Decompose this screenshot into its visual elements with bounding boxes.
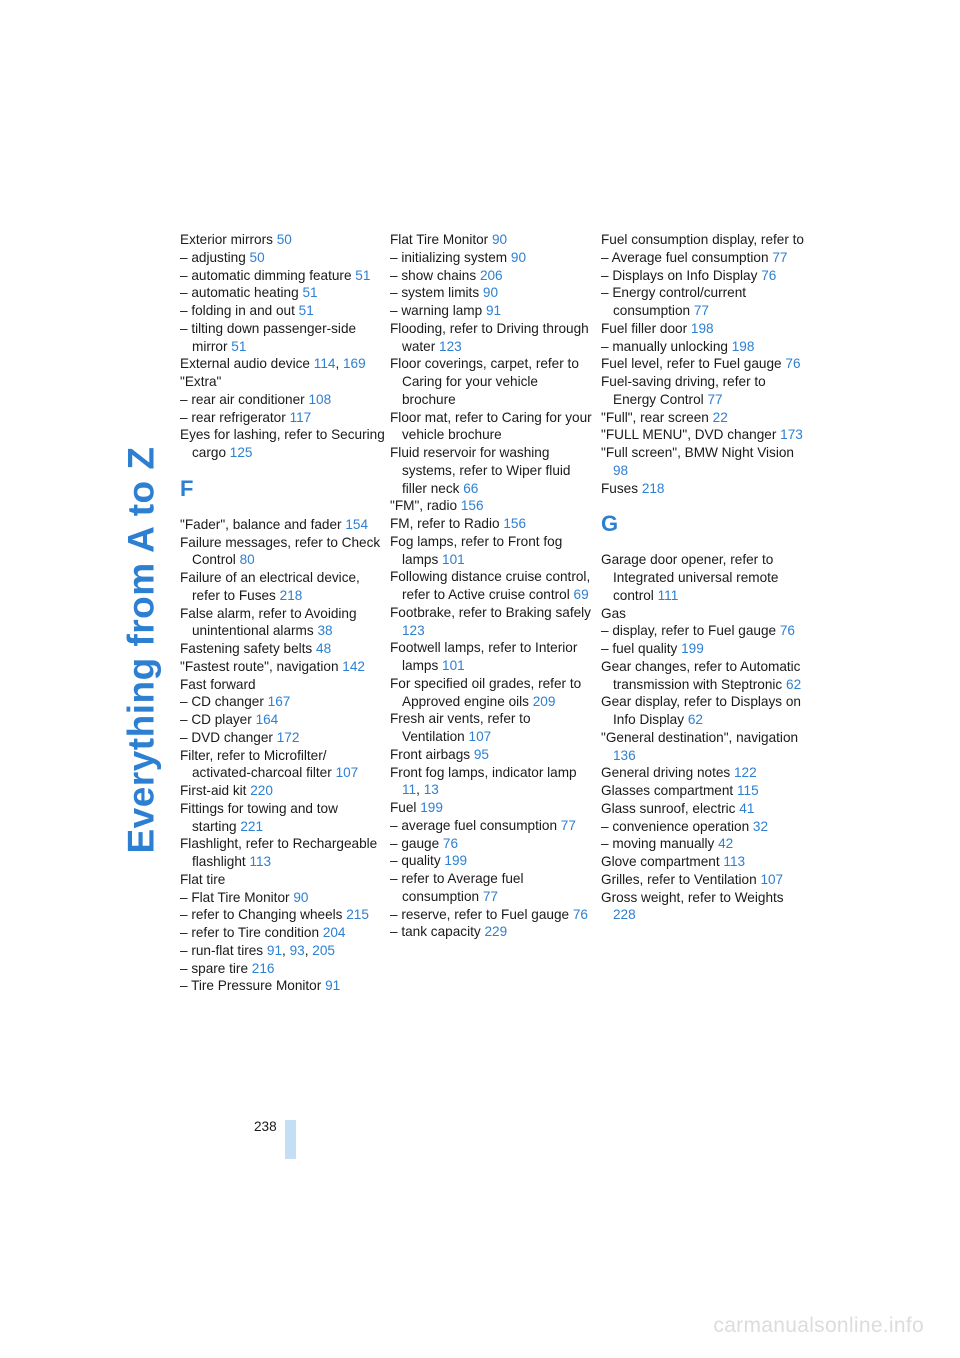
index-term: – Average fuel consumption [601,249,769,265]
index-term: – spare tire [180,960,249,976]
page-reference-link[interactable]: 228 [613,907,636,923]
index-entry [180,284,385,302]
index-term: Gas [601,605,626,621]
page-reference-link[interactable]: 90 [491,232,508,247]
index-term: False alarm, refer to Avoiding unintentional alarms [180,605,357,639]
page-reference-link[interactable]: 95 [473,746,489,762]
index-term: Fastening safety belts [180,641,313,656]
index-entry [180,302,385,320]
index-entry [180,373,385,391]
index-entry [390,568,595,604]
page-reference-link[interactable]: 77 [560,817,576,833]
index-term: – quality [390,853,441,869]
index-term: – Displays on Info Display [601,267,758,283]
index-entry [390,870,595,906]
index-entry [390,710,595,746]
page-reference-link[interactable]: 50 [249,249,265,265]
index-term: – system limits [390,285,480,301]
index-term: Garage door opener, refer to Integrated universal remote control [601,552,779,603]
page-reference-link[interactable]: 107 [335,765,359,781]
page-reference-link[interactable]: 156 [503,516,527,531]
index-letter-heading: G [601,511,619,537]
index-term: Fuel-saving driving, refer to Energy Control [601,374,766,407]
page-reference-link[interactable]: 123 [439,338,462,354]
page-reference-link[interactable]: 108 [308,391,332,407]
index-entry [601,658,806,694]
index-entry [390,799,595,817]
index-term: Glasses compartment [601,783,734,798]
index-term: Fog lamps, refer to Front fog lamps [390,533,563,567]
index-entry [390,444,595,497]
index-entry [601,835,806,853]
index-entry [180,249,385,267]
page-reference-link[interactable]: 48 [316,641,332,656]
page-reference-link[interactable]: 22 [712,409,728,425]
page-reference-link[interactable]: 167 [267,694,291,710]
index-entry [180,605,385,641]
index-term: – display, refer to Fuel gauge [601,623,777,639]
index-term: – Energy control/current consumption [601,285,747,318]
index-term: Fast forward [180,676,256,692]
index-term: – CD changer [180,694,264,710]
page-reference-link[interactable]: 91 [485,303,502,318]
page-reference-link[interactable]: 142 [342,658,365,674]
index-entry [180,320,385,356]
index-entry [390,852,595,870]
page-reference-link[interactable]: 50 [276,232,292,247]
index-entry [180,906,385,924]
index-entry [180,658,385,676]
index-term: – Flat Tire Monitor [180,889,290,905]
index-entry [601,373,806,409]
index-entry [601,426,806,444]
index-entry [601,267,806,285]
page-reference-link[interactable]: 156 [460,498,484,514]
page-reference-link[interactable]: 77 [693,303,709,318]
index-entry [180,924,385,942]
index-term: Front airbags [390,746,471,762]
page-reference-link[interactable]: 93 [289,942,305,958]
index-entry [601,693,806,729]
index-entry [180,729,385,747]
index-entry [390,639,595,675]
index-entry [180,534,385,570]
page-reference-link[interactable]: 80 [239,552,255,568]
index-term: – adjusting [180,249,246,265]
index-entry [390,906,595,924]
index-entry [390,515,595,533]
index-entry [180,391,385,409]
index-entry [390,675,595,711]
page-reference-link[interactable]: 76 [779,623,795,639]
page-reference-link[interactable]: 41 [739,800,755,816]
index-term: Front fog lamps, indicator lamp [390,764,577,780]
index-term: Gross weight, refer to Weights [601,889,784,905]
index-entry [601,729,806,765]
page-reference-link[interactable]: 218 [641,480,665,496]
index-entry [390,320,595,356]
page-reference-link[interactable]: 209 [532,693,556,709]
page-reference-link[interactable]: 220 [250,783,273,798]
page-reference-link[interactable]: 69 [573,587,589,602]
index-term: – tilting down passenger-side mirror [180,320,357,354]
page-reference-link[interactable]: 107 [468,729,492,744]
index-term: – automatic heating [180,285,299,301]
page-reference-link[interactable]: 218 [279,587,303,603]
index-term: Fuses [601,480,639,496]
page-reference-link[interactable]: 77 [707,391,723,407]
page-reference-link[interactable]: 229 [484,924,508,940]
index-entry [601,320,806,338]
section-title-text: Everything from A to Z [121,446,162,854]
page-reference-link[interactable]: 205 [312,942,335,958]
index-entry [601,480,806,498]
index-term: – convenience operation [601,818,750,834]
page-reference-link[interactable]: 154 [345,516,369,532]
index-term: Gear display, refer to Displays on Info Display [601,694,801,727]
index-term: Fluid reservoir for washing systems, refer to Wiper fluid filler neck [390,445,571,496]
page-reference-link[interactable]: 136 [613,747,636,763]
page-reference-link[interactable]: 113 [723,854,746,869]
page-reference-link[interactable]: 62 [786,676,802,692]
index-term: Footwell lamps, refer to Interior lamps [390,640,578,673]
index-term: – CD player [180,712,252,727]
index-term: – automatic dimming feature [180,267,352,283]
index-entry [390,409,595,445]
page-reference-link[interactable]: 172 [276,729,300,745]
index-term: – rear refrigerator [180,409,286,425]
index-entry [180,693,385,711]
index-term: "FM", radio [390,498,458,514]
index-entry [601,249,806,267]
index-term: Failure of an electrical device, refer to Fuses [180,570,360,603]
index-term: – show chains [390,267,477,283]
page-reference-link[interactable]: 42 [718,836,734,852]
section-title [102,200,182,1100]
page-reference-link[interactable]: 206 [479,267,503,283]
page-reference-link[interactable]: 117 [289,409,312,425]
index-entry [390,355,595,408]
index-term: Glass sunroof, electric [601,800,736,816]
index-term: "Fastest route", navigation [180,658,339,674]
index-entry [180,640,385,658]
page-reference-link[interactable]: 107 [760,871,784,887]
index-term: Following distance cruise control, refer to Active cruise control [390,569,591,602]
index-term: – initializing system [390,249,508,265]
index-entry [180,889,385,907]
index-term: Floor coverings, carpet, refer to Caring for your vehicle brochure [390,356,579,407]
index-term: "Fader", balance and fader [180,516,342,532]
page-reference-link[interactable]: 101 [442,551,465,567]
index-entry [601,640,806,658]
index-term: – refer to Tire condition [180,925,320,940]
index-entry [601,853,806,871]
index-column-2 [390,231,595,941]
index-term: "Full screen", BMW Night Vision [601,445,794,460]
page-reference-link[interactable]: 199 [420,800,443,815]
watermark: carmanualsonline.info [713,1314,924,1337]
index-term: FM, refer to Radio [390,516,500,531]
index-term: – moving manually [601,836,715,852]
index-entry [601,782,806,800]
index-entry [601,871,806,889]
index-term: Flat Tire Monitor [390,232,489,247]
index-term: Fuel [390,800,417,815]
index-term: – run-flat tires [180,942,264,958]
page-reference-link[interactable]: 114 [313,356,336,372]
page-reference-link[interactable]: 90 [482,285,499,301]
index-term: General driving notes [601,765,731,781]
index-term: – folding in and out [180,303,295,318]
page-reference-link[interactable]: 77 [482,888,498,904]
index-term: Gear changes, refer to Automatic transmission with Steptronic [601,658,801,692]
page-reference-link[interactable]: 76 [761,267,777,283]
index-term: "FULL MENU", DVD changer [601,427,777,443]
page-reference-link[interactable]: 98 [613,462,629,478]
index-term: Grilles, refer to Ventilation [601,871,757,887]
page-reference-link[interactable]: 173 [780,427,803,443]
index-entry [180,960,385,978]
index-term: Fuel level, refer to Fuel gauge [601,356,782,372]
page-reference-link[interactable]: 91 [266,942,283,958]
page-reference-link[interactable]: 51 [298,303,314,318]
index-entry [390,284,595,302]
index-entry: Front fog lamps, indicator lamp 11, 13 [390,764,577,798]
page-number: 238 [254,1119,277,1134]
index-entry [180,871,385,889]
page-reference-link[interactable]: 90 [293,889,309,905]
page-reference-link[interactable]: 76 [572,906,588,922]
index-term: Glove compartment [601,854,720,869]
index-entry [180,426,385,462]
page-reference-link[interactable]: 216 [251,960,275,976]
index-entry [390,231,595,249]
index-entry [390,604,595,640]
index-term: Exterior mirrors [180,232,273,247]
index-term: First-aid kit [180,783,247,798]
index-entry [601,551,806,604]
page-reference-link[interactable]: 51 [231,338,247,354]
index-term: Floor mat, refer to Caring for your vehicle brochure [390,409,592,443]
index-entry [180,800,385,836]
page-reference-link[interactable]: 11 [402,782,417,798]
index-term: – DVD changer [180,729,273,745]
index-term: Filter, refer to Microfilter/ activated-charcoal filter [180,747,332,781]
index-term: – refer to Changing wheels [180,907,343,923]
index-entry [180,267,385,285]
index-term: Footbrake, refer to Braking safely [390,604,591,620]
page-reference-link[interactable]: 38 [317,623,333,639]
index-entry [180,409,385,427]
index-term: – refer to Average fuel consumption [390,871,524,904]
page-reference-link[interactable]: 51 [302,285,318,301]
index-entry [180,231,385,249]
index-entry [180,711,385,729]
index-term: "General destination", navigation [601,729,799,745]
page-reference-link[interactable]: 123 [402,622,425,638]
index-term: Failure messages, refer to Check Control [180,534,381,568]
page-reference-link[interactable]: 215 [346,907,369,923]
page-reference-link[interactable]: 115 [737,783,759,798]
index-entry [601,231,806,249]
page-reference-link[interactable]: 62 [687,712,703,727]
page-reference-link[interactable]: 199 [681,641,704,656]
index-entry [180,747,385,783]
page-reference-link[interactable]: 76 [442,835,459,851]
page-reference-link[interactable]: 122 [734,765,757,781]
index-entry [390,746,595,764]
index-term: – gauge [390,835,440,851]
index-entry [601,605,806,623]
index-term: External audio device [180,356,310,372]
index-entry [180,782,385,800]
index-entry [390,817,595,835]
index-entry [601,355,806,373]
page-reference-link[interactable]: 32 [752,818,769,834]
index-entry [390,267,595,285]
index-term: "Full", rear screen [601,409,709,425]
page-reference-link[interactable]: 101 [442,658,465,673]
page-reference-link[interactable]: 169 [343,356,366,372]
index-entry [180,977,385,995]
index-term: – fuel quality [601,641,678,656]
page-reference-link[interactable]: 199 [444,853,468,869]
page-reference-link[interactable]: 111 [657,587,679,603]
index-column-1 [180,231,385,995]
index-entry [180,835,385,871]
index-entry [390,249,595,267]
index-term: – warning lamp [390,303,483,318]
index-entry [180,516,385,534]
index-entry [601,889,806,925]
index-entry [601,622,806,640]
index-entry [390,302,595,320]
index-term: – Tire Pressure Monitor [180,978,322,994]
index-entry [390,923,595,941]
index-entry [180,569,385,605]
index-entry [601,409,806,427]
page-reference-link[interactable]: 113 [249,854,272,869]
index-term: – tank capacity [390,924,481,940]
index-term: – average fuel consumption [390,817,558,833]
page-reference-link[interactable]: 204 [322,925,346,940]
page-reference-link[interactable]: 221 [240,818,264,834]
index-term: – reserve, refer to Fuel gauge [390,906,570,922]
index-entry [390,835,595,853]
page-reference-link[interactable]: 76 [785,356,801,372]
index-term: Eyes for lashing, refer to Securing cargo [180,427,385,460]
page-reference-link[interactable]: 198 [690,320,714,336]
page-reference-link[interactable]: 90 [510,249,527,265]
index-entry [601,800,806,818]
index-term: For specified oil grades, refer to Approved engine oils [390,675,582,709]
page-reference-link[interactable]: 91 [325,978,341,994]
index-entry [601,444,806,480]
page-reference-link[interactable]: 164 [255,712,279,727]
index-column-3 [601,231,806,924]
page-reference-link[interactable]: 125 [229,445,253,460]
index-entry [180,676,385,694]
index-entry: External audio device 114, 169 [180,356,366,372]
index-term: – manually unlocking [601,338,728,354]
index-entry [601,338,806,356]
index-term: Fittings for towing and tow starting [180,800,338,834]
index-term: Flooding, refer to Driving through water [390,320,589,354]
page-reference-link[interactable]: 66 [463,480,479,496]
index-term: Fuel consumption display, refer to [601,232,804,247]
index-entry [601,764,806,782]
page-reference-link[interactable]: 77 [772,249,788,265]
index-term: Fresh air vents, refer to Ventilation [390,711,531,744]
index-entry [390,497,595,515]
index-term: Flashlight, refer to Rechargeable flashlight [180,836,378,869]
index-term: Fuel filler door [601,320,688,336]
index-entry [601,284,806,320]
index-term: – rear air conditioner [180,391,305,407]
index-entry: – run-flat tires 91, 93, 205 [180,942,335,958]
page-number-bar [285,1120,296,1159]
index-entry [390,533,595,569]
index-term: Flat tire [180,871,226,887]
index-letter-heading: F [180,475,194,501]
page-reference-link[interactable]: 51 [355,267,371,283]
page-reference-link[interactable]: 13 [423,782,439,798]
index-term: "Extra" [180,374,222,389]
page-reference-link[interactable]: 198 [731,338,755,354]
index-entry [601,818,806,836]
